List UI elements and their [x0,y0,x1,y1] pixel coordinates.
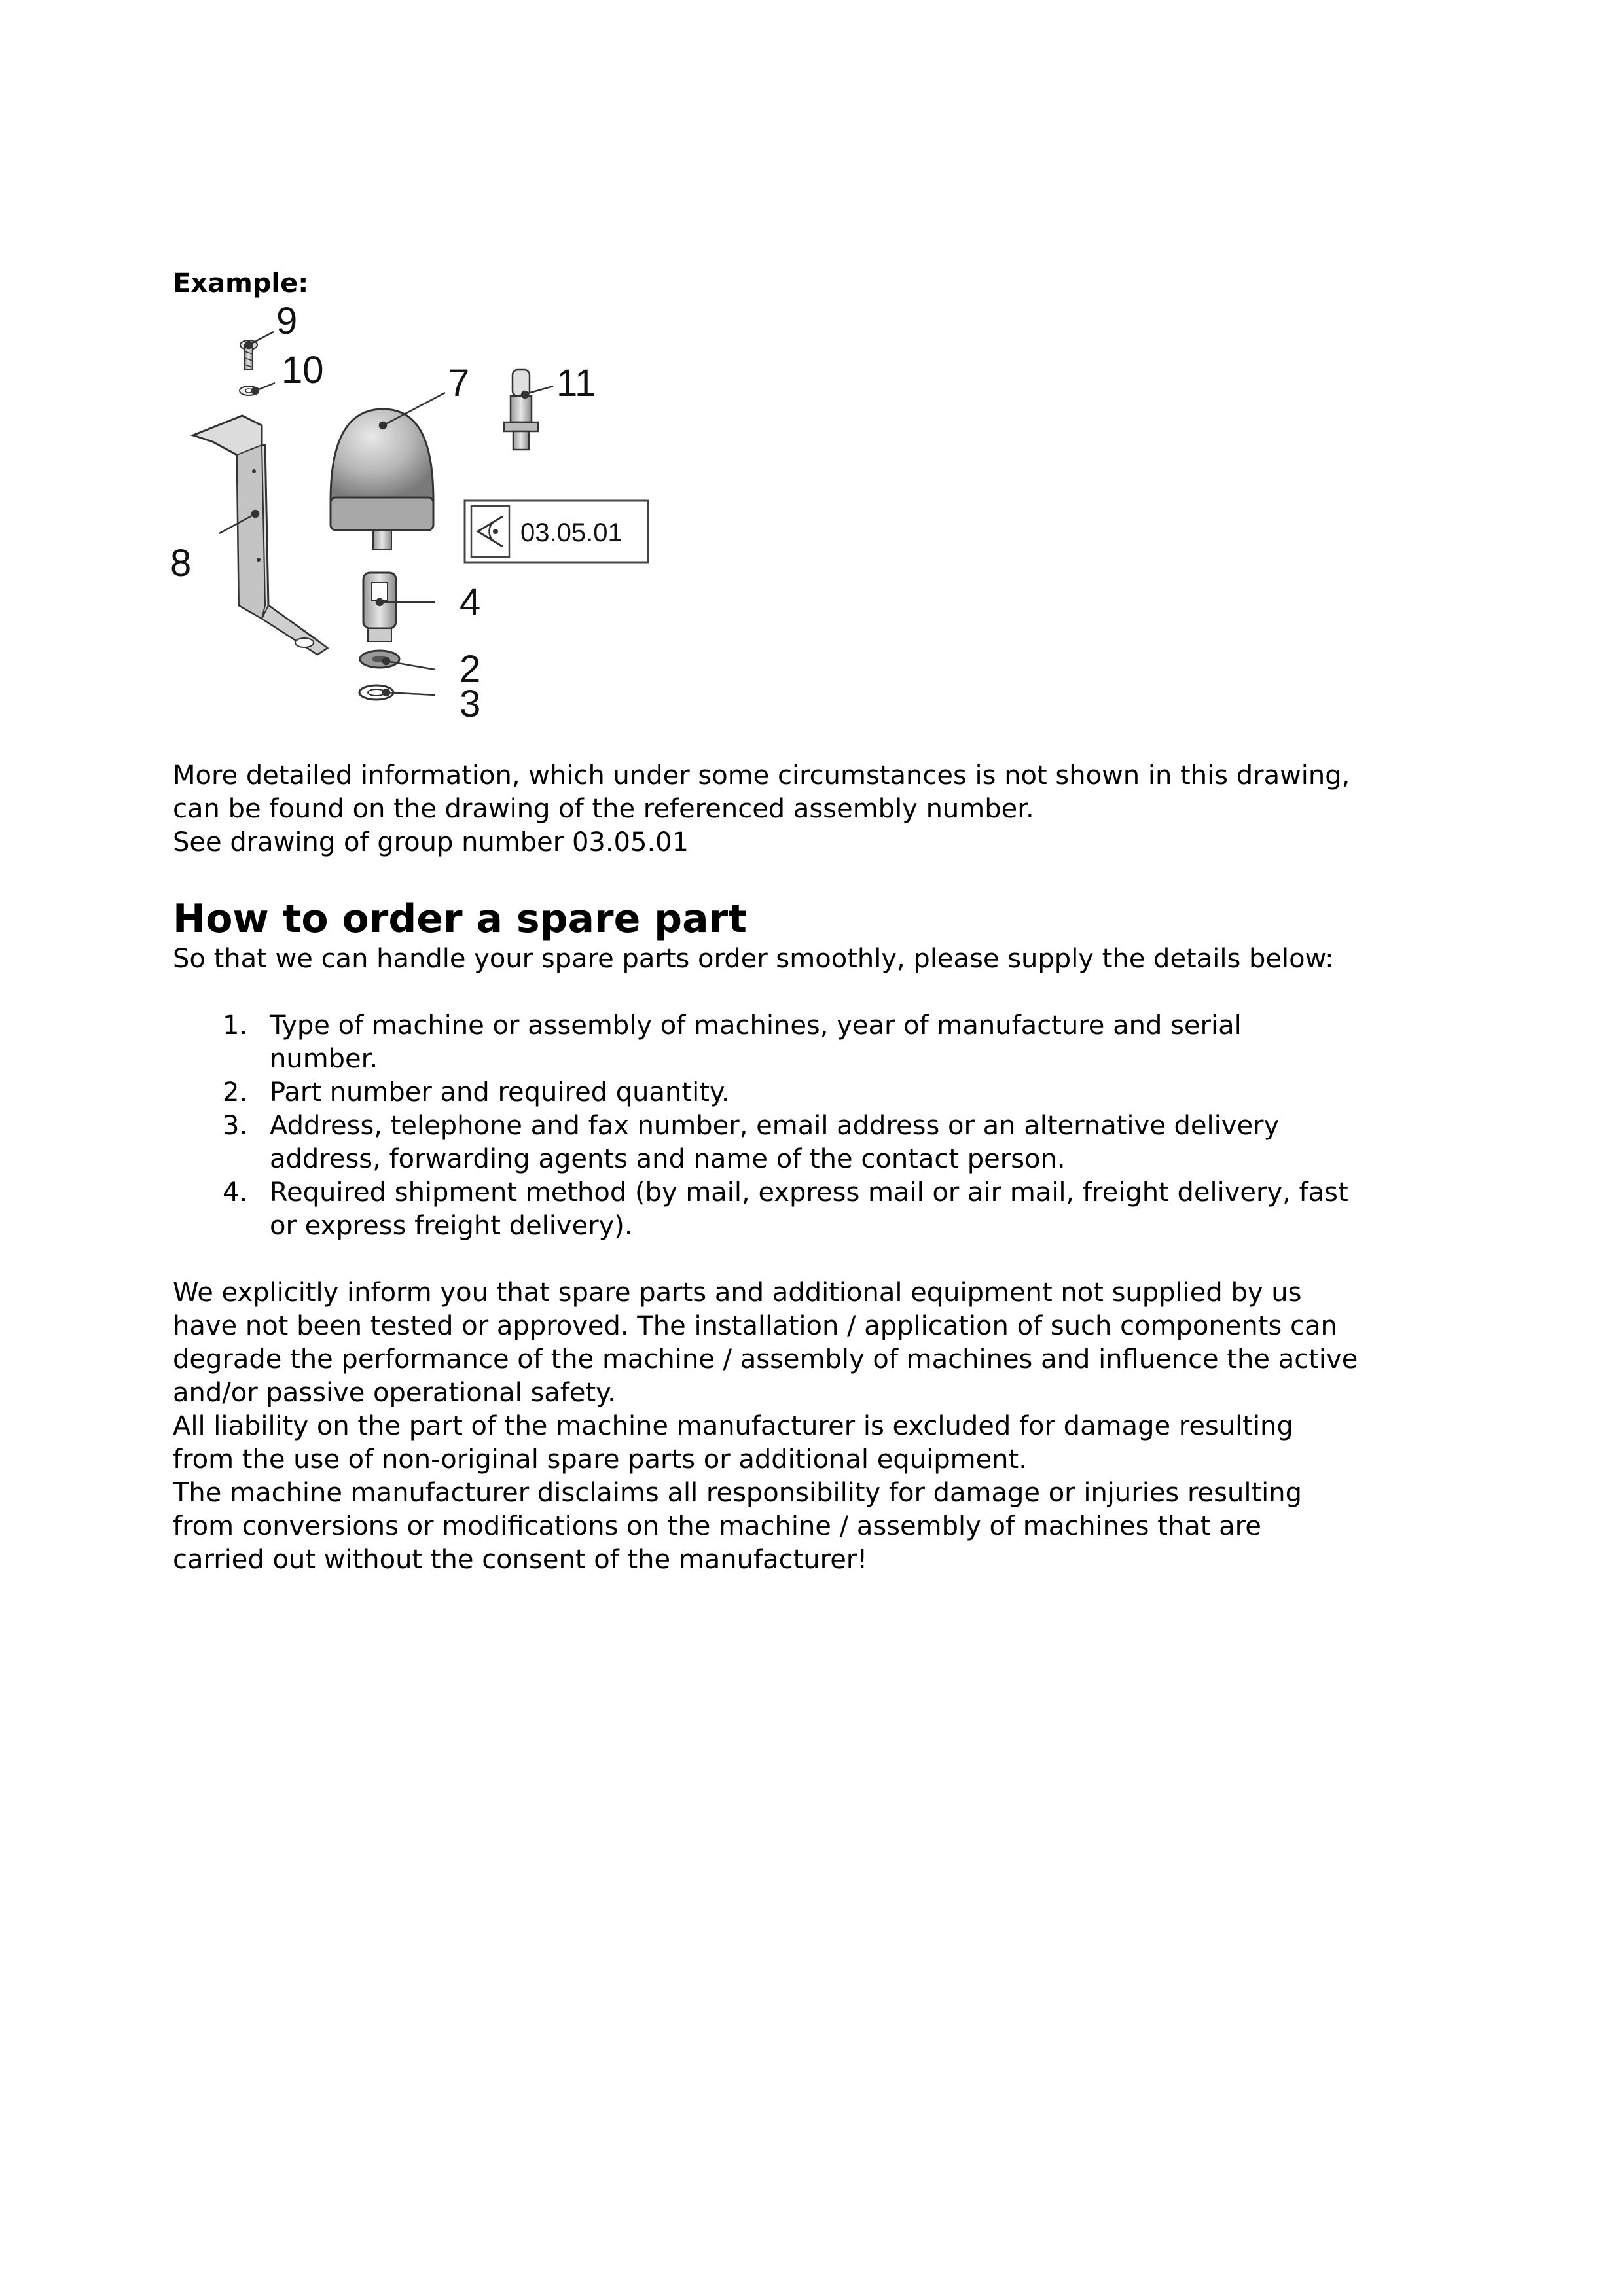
bulb-part-11 [504,370,538,450]
notice-line: The machine manufacturer disclaims all responsibility for damage or injuries resulting [173,1478,1302,1508]
notice-line: and/or passive operational safety. [173,1378,616,1408]
list-item [173,1109,1449,1176]
list-item-number: 1. [223,1011,248,1041]
nut-part-2 [360,651,399,668]
beacon-dome-part-7 [331,409,433,550]
example-label: Example: [173,268,309,298]
list-item [173,1076,1449,1109]
notice-line: carried out without the consent of the manufacturer! [173,1545,868,1575]
exploded-parts-drawing [164,298,661,736]
mount-part-4 [363,573,396,641]
callout-3: 3 [460,683,481,725]
parts-drawing-svg [164,298,661,736]
drawing-note [173,759,1482,859]
notice-line: from the use of non-original spare parts or additional equipment. [173,1444,1027,1475]
bracket-part-8 [193,416,327,655]
callout-9: 9 [276,300,298,342]
notice-line: from conversions or modifications on the machine / assembly of machines that are [173,1511,1261,1541]
list-item-number: 2. [223,1077,248,1107]
list-item-line: Part number and required quantity. [270,1077,730,1107]
callout-10: 10 [281,349,324,391]
liability-notice [173,1276,1482,1577]
list-item-line: Required shipment method (by mail, express mail or air mail, freight delivery, fast [270,1177,1348,1208]
list-item [173,1009,1449,1076]
assembly-reference-box [465,501,648,562]
intro-text: So that we can handle your spare parts order smoothly, please supply the details below: [173,944,1334,974]
notice-line: have not been tested or approved. The installation / application of such components can [173,1311,1337,1341]
list-item-line: address, forwarding agents and name of the contact person. [270,1144,1066,1174]
notice-line: We explicitly inform you that spare parts and additional equipment not supplied by us [173,1278,1302,1308]
callout-8: 8 [170,542,192,584]
list-item-line: or express freight delivery). [270,1211,633,1241]
callout-4: 4 [460,581,481,624]
list-item-line: Address, telephone and fax number, email address or an alternative delivery [270,1111,1280,1141]
list-item [173,1176,1449,1243]
notice-line: All liability on the part of the machine manufacturer is excluded for damage resulting [173,1411,1293,1441]
callout-7: 7 [448,362,470,404]
list-item-line: number. [270,1044,378,1074]
callout-2: 2 [460,648,481,691]
reference-number: 03.05.01 [520,518,623,547]
list-item-number: 4. [223,1177,248,1208]
drawing-note-line: See drawing of group number 03.05.01 [173,827,689,857]
drawing-note-line: More detailed information, which under some circumstances is not shown in this drawing, [173,761,1350,791]
drawing-note-line: can be found on the drawing of the referenced assembly number. [173,794,1034,824]
order-steps-list [173,1009,1449,1243]
list-item-number: 3. [223,1111,248,1141]
notice-line: degrade the performance of the machine / assembly of machines and influence the active [173,1344,1358,1374]
section-title: How to order a spare part [173,896,747,942]
callout-11: 11 [556,362,596,404]
list-item-line: Type of machine or assembly of machines, year of manufacture and serial [270,1011,1242,1041]
